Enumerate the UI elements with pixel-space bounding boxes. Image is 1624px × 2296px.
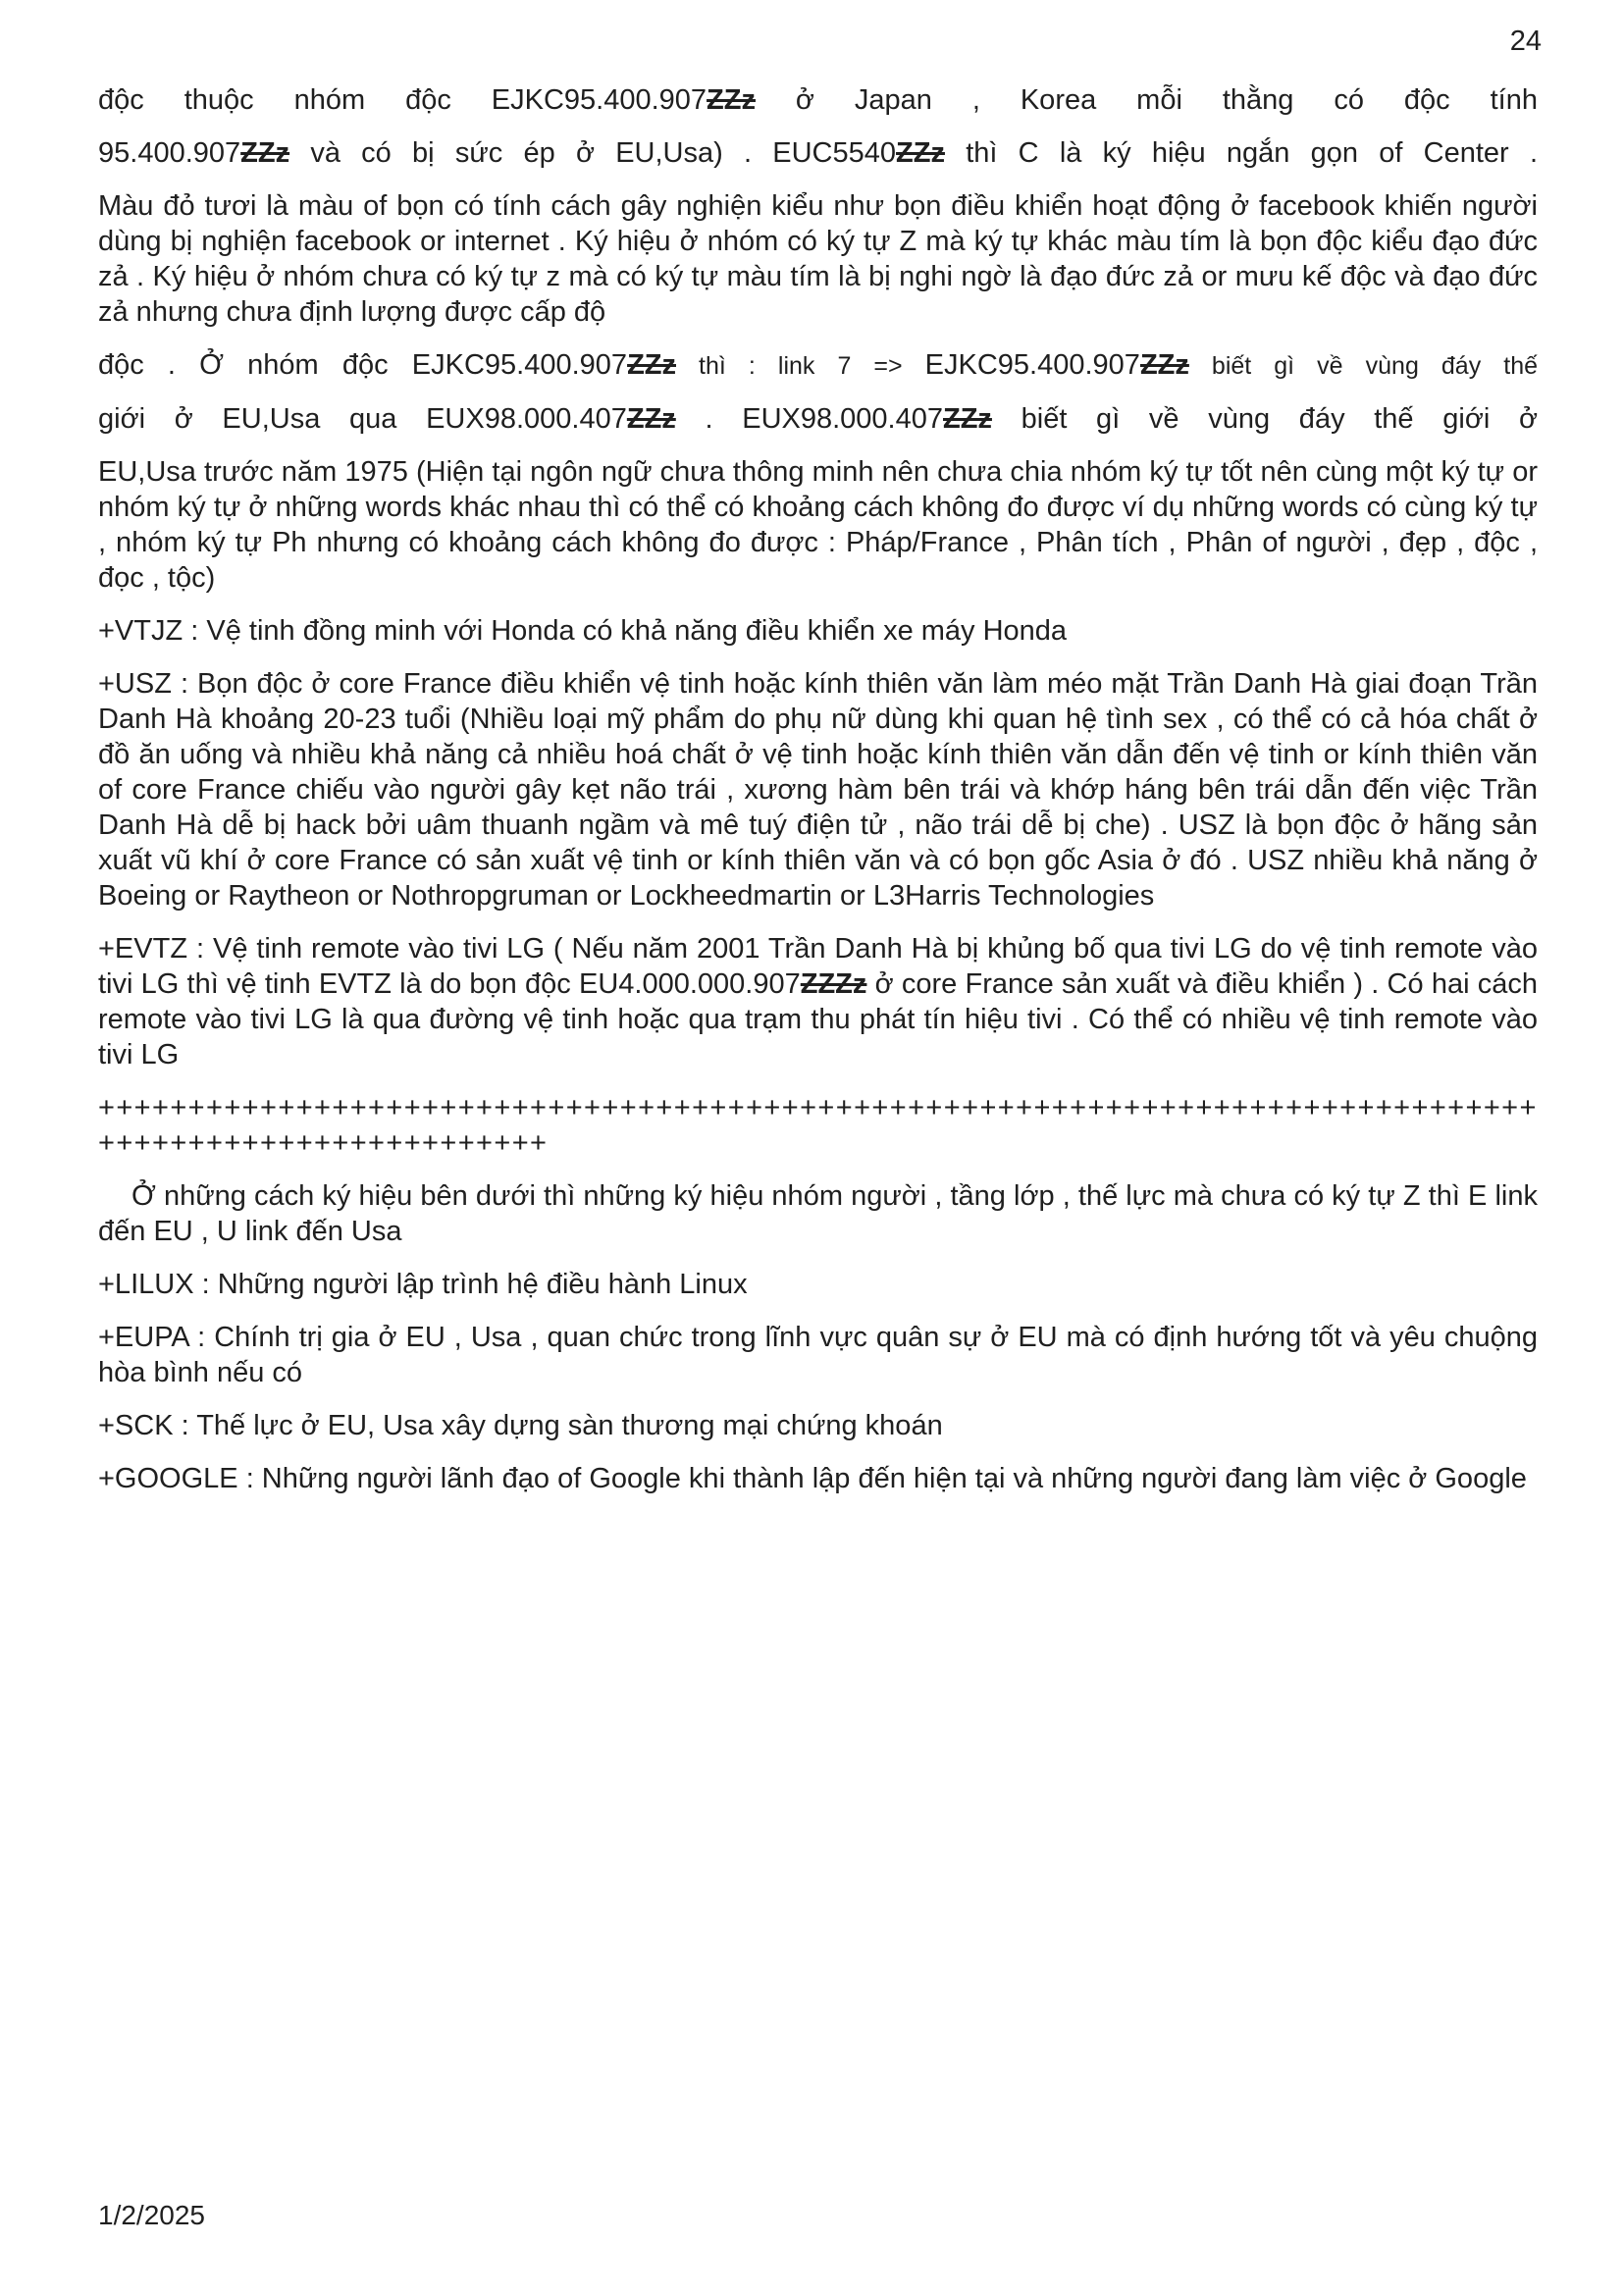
text-run: +VTJZ : Vệ tinh đồng minh với Honda có khả năng điều khiển xe máy Honda: [98, 615, 1068, 647]
text-run: và có bị sức ép ở EU,Usa) . EUC5540: [289, 137, 897, 169]
paragraph: [98, 454, 1538, 596]
text-run: +LILUX : Những người lập trình hệ điều hành Linux: [98, 1269, 748, 1300]
text-run: biết gì về vùng đáy thế giới ở: [991, 403, 1538, 435]
struck-code-text: ZZz: [1139, 349, 1189, 381]
text-run: . EUX98.000.407: [675, 403, 943, 435]
struck-code-text: ZZz: [943, 403, 992, 435]
struck-code-text: ZZz: [896, 137, 945, 169]
paragraph: [98, 347, 1538, 384]
paragraph: [98, 1320, 1538, 1390]
text-run: Màu đỏ tươi là màu of bọn có tính cách gây nghiện kiểu như bọn điều khiển hoạt động ở facebook khiến người dùng bị nghiện facebook or internet . Ký hiệu ở nhóm có ký tự Z mà ký tự khác màu tím là bọn độc kiểu đạo đức zả . Ký hiệu ở nhóm chưa có ký tự z mà có ký tự màu tím là bị nghi ngờ là đạo đức zả or mưu kế độc và đạo đức zả nhưng chưa định lượng được cấp độ: [98, 190, 1538, 328]
text-run: thì : link 7 =>: [676, 352, 925, 380]
paragraph: [98, 82, 1538, 118]
struck-code-text: ZZz: [627, 349, 676, 381]
paragraph: [98, 1461, 1538, 1496]
paragraph: [98, 931, 1538, 1072]
text-run: +GOOGLE : Những người lãnh đạo of Google khi thành lập đến hiện tại và những người đang làm việc ở Google: [98, 1463, 1527, 1494]
struck-code-text: ZZZz: [800, 968, 867, 1000]
text-run: EJKC95.400.907: [924, 349, 1140, 381]
struck-code-text: ZZz: [240, 137, 290, 169]
text-run: EU,Usa trước năm 1975 (Hiện tại ngôn ngữ chưa thông minh nên chưa chia nhóm ký tự tốt nên cùng một ký tự or nhóm ký tự ở những words khác nhau thì có thể có khoảng cách không đo được ví dụ những words có cùng ký tự , nhóm ký tự Ph nhưng có khoảng cách không đo được : Pháp/France , Phân tích , Phân of người , đẹp , độc , đọc , tộc): [98, 456, 1538, 594]
text-run: 95.400.907: [98, 137, 241, 169]
footer-date: 1/2/2025: [98, 2200, 205, 2230]
text-run: +++++++++++++++++++++++++: [98, 1127, 549, 1159]
document-body: [98, 82, 1538, 1514]
struck-code-text: ZZz: [626, 403, 676, 435]
text-run: giới ở EU,Usa qua EUX98.000.407: [98, 403, 627, 435]
text-run: thì C là ký hiệu ngắn gọn of Center .: [944, 137, 1539, 169]
text-run: ở Japan , Korea mỗi thằng có độc tính: [755, 84, 1538, 116]
text-run: +USZ : Bọn độc ở core France điều khiển vệ tinh hoặc kính thiên văn làm méo mặt Trần Danh Hà giai đoạn Trần Danh Hà khoảng 20-23 tuổi (Nhiều loại mỹ phẩm do phụ nữ dùng khi quan hệ tình sex , có thể có cả hóa chất ở đồ ăn uống và nhiều khả năng cả nhiều hoá chất ở vệ tinh hoặc kính thiên văn dẫn đến vệ tinh or kính thiên văn of core France chiếu vào người gây kẹt não trái , xương hàm bên trái và khớp háng bên trái dẫn đến việc Trần Danh Hà dễ bị hack bởi uâm thuanh ngầm và mê tuý điện tử , não trái dễ bị che) . USZ là bọn độc ở hãng sản xuất vũ khí ở core France có sản xuất vệ tinh or kính thiên văn và có bọn gốc Asia ở đó . USZ nhiều khả năng ở Boeing or Raytheon or Nothropgruman or Lockheedmartin or L3Harris Technologies: [98, 668, 1538, 912]
paragraph: [98, 401, 1538, 437]
text-run: +SCK : Thế lực ở EU, Usa xây dựng sàn thương mại chứng khoán: [98, 1410, 943, 1441]
text-run: ở core France sản xuất và điều khiển ) . Có hai cách remote vào tivi LG là qua đường vệ tinh hoặc qua trạm thu phát tín hiệu tivi . Có thể có nhiều vệ tinh remote vào tivi LG: [98, 968, 1539, 1070]
text-run: biết gì về vùng đáy thế: [1188, 352, 1539, 380]
page-number: 24: [1509, 26, 1542, 57]
paragraph: [98, 135, 1538, 171]
paragraph: [98, 1090, 1538, 1161]
paragraph: [98, 188, 1538, 330]
paragraph: [98, 1408, 1538, 1443]
text-run: độc thuộc nhóm độc EJKC95.400.907: [98, 84, 707, 116]
text-run: Ở những cách ký hiệu bên dưới thì những ký hiệu nhóm người , tầng lớp , thế lực mà chưa có ký tự Z thì E link đến EU , U link đến Usa: [98, 1180, 1538, 1247]
text-run: độc . Ở nhóm độc EJKC95.400.907: [98, 349, 628, 381]
text-run: +EVTZ : Vệ tinh remote vào tivi LG ( Nếu năm 2001 Trần Danh Hà bị khủng bố qua tivi LG do vệ tinh remote vào tivi LG thì vệ tinh EVTZ là do bọn độc EU4.000.000.907: [98, 933, 1538, 1000]
paragraph: [98, 1267, 1538, 1302]
text-run: ++++++++++++++++++++++++++++++++++++++++++++++++++++++++++++++++++++++++++++++++: [98, 1092, 1538, 1123]
struck-code-text: ZZz: [707, 84, 756, 116]
paragraph: [98, 1178, 1538, 1249]
paragraph: [98, 666, 1538, 913]
paragraph: [98, 613, 1538, 649]
text-run: +EUPA : Chính trị gia ở EU , Usa , quan chức trong lĩnh vực quân sự ở EU mà có định hướng tốt và yêu chuộng hòa bình nếu có: [98, 1322, 1538, 1388]
